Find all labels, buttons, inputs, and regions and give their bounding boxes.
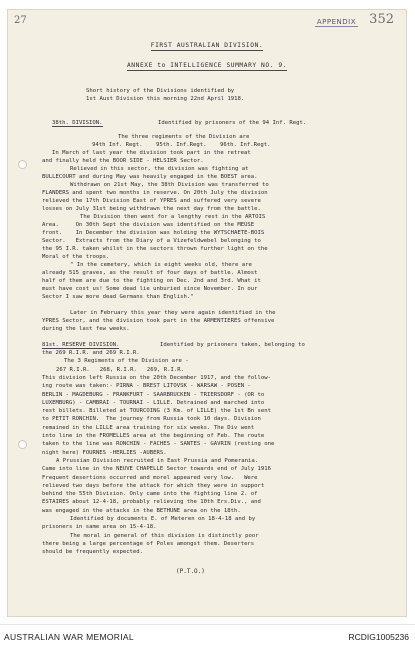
- body-line: the 95 I.R. taken whilst in the sectors thrown further light on the: [42, 246, 268, 252]
- body-line: should be frequently expected.: [42, 549, 144, 556]
- body-line: prisoners in same area on 15-4-18.: [42, 524, 157, 531]
- section-title-81st: 81st. RESERVE DIVISION.: [42, 342, 120, 348]
- body-line: " In the cemetery, which is eight weeks old, there are: [70, 262, 252, 268]
- body-line: was engaged in the attacks in the BETHUNE area on the 18th.: [42, 507, 241, 514]
- body-line: Came into line in the NEUVE CHAPELLE Sector towards end of July 1916: [42, 466, 272, 473]
- body-line: remained in the LILLE area training for six weeks. The Div went: [42, 424, 255, 431]
- body-line: night here) FOURNES -HERLIES -AUBERS.: [42, 449, 167, 456]
- document-page: [8, 10, 406, 616]
- body-line: relieved two days before the attack for which they were in support: [42, 482, 265, 489]
- body-line: half of them are due to the fighting on Dec. 2nd and 3rd. What it: [42, 278, 261, 284]
- body-line: behind the 55th Division. Only came into the fighting line 2. of: [42, 491, 258, 498]
- body-line: losses on July 31st being withdrawn the next day from the battle.: [42, 206, 261, 212]
- body-line: already 515 graves, as the result of four days of battle. Almost: [42, 270, 258, 276]
- body-line: YPRES Sector, and the division took part in the ARMENTIERES offensive: [42, 318, 275, 324]
- body-line: into line in the FROMELLES area at the beginning of Feb. The route: [42, 433, 265, 439]
- body-line: taken to the line was RONCHIN - FACHES - SANTES - GAVRIN (resting one: [42, 441, 275, 448]
- body-line: FLANDERS and spent two months in reserve. On 20th July the division: [42, 190, 268, 196]
- body-line: Later in February this year they were again identified in the: [70, 310, 276, 316]
- document-heading: FIRST AUSTRALIAN DIVISION.: [150, 42, 264, 49]
- please-turn-over: (P.T.O.): [176, 568, 205, 575]
- punch-hole: [18, 440, 27, 449]
- body-line: BULLECOURT and during May was heavily engaged in the BOEST area.: [42, 174, 258, 180]
- body-line: and finally held the BOOR SIDE - HELSIER Sector.: [42, 158, 204, 164]
- body-line: to PETIT RONCHIN. The journey from Russia took 10 days. Division: [42, 416, 261, 423]
- body-line: front. In December the division was holding the WYTSCHAETE-BOIS: [42, 230, 265, 236]
- body-line: Sector I saw more dead Germans than English.": [42, 294, 194, 300]
- body-line: the 269 R.I.R. and 269 R.I.R.: [42, 350, 140, 356]
- section-identification-38th: Identified by prisoners of the 94 Inf. Regt.: [158, 120, 307, 126]
- section-title-38th: 38th. DIVISION.: [52, 120, 103, 126]
- pencil-folio-right: 352: [369, 12, 394, 27]
- document-subheading: ANNEXE to INTELLIGENCE SUMMARY NO. 9.: [126, 62, 288, 69]
- body-line: 267 R.I.R. 268, R.I.R. 269, R.I.R.: [56, 366, 184, 373]
- pencil-folio-left: 27: [14, 15, 27, 26]
- appendix-stamp: APPENDIX: [316, 18, 356, 26]
- punch-hole: [18, 160, 27, 169]
- body-line: The moral in general of this division is distinctly poor: [70, 532, 259, 539]
- body-line: BERLIN - MAGDEBURG - FRANKFURT - SAARBRUCKEN - TRIERSDORF - (OR to: [42, 391, 265, 398]
- archive-name: AUSTRALIAN WAR MEMORIAL: [4, 632, 134, 642]
- body-line: ESTAIRES about 12-4-18, probably relieving the 10th Ers.Div., and: [42, 499, 261, 506]
- archive-footer: [0, 624, 415, 647]
- section-identification-81st: Identified by prisoners taken, belonging to: [160, 342, 305, 348]
- body-line: A Prussian Division recruited in East Prussia and Pomerania.: [56, 457, 259, 464]
- body-line: must have cost us! Some dead lie unburied since November. In our: [42, 286, 258, 292]
- body-line: rest billets. Billeted at TOURCOING (3 Km. of LILLE) the 1st Bn sent: [42, 408, 272, 415]
- body-line: In March of last year the division took part in the retreat: [52, 150, 251, 156]
- body-line: This division left Russia on the 20th December 1917, and the follow-: [42, 374, 272, 381]
- intro-line: Short history of the Divisions identified by: [86, 88, 235, 94]
- archive-id: RCDIG1005236: [348, 632, 409, 642]
- body-line: 94th Inf. Regt. 95th. Inf.Regt. 96th. Inf.Regt.: [92, 142, 271, 148]
- body-line: Withdrawn on 21st May, the 38th Division was transferred to: [70, 182, 269, 188]
- body-line: Area. On 30th Sept the division was identified on the MEUSE: [42, 222, 255, 228]
- body-line: The Division then went for a lengthy rest in the ARTOIS: [80, 214, 266, 220]
- intro-line: 1st Aust Division this morning 22nd April 1918.: [86, 96, 245, 102]
- body-line: Relieved in this sector, the division was fighting at: [70, 166, 249, 172]
- body-line: Moral of the troops.: [42, 254, 110, 260]
- body-line: relieved the 17th Division East of YPRES and suffered very severe: [42, 198, 261, 204]
- body-line: Frequent desertions occurred and morel appeared very low. Were: [42, 474, 258, 481]
- body-line: Identified by documents E. of Meteren on 18-4-18 and by: [70, 516, 256, 522]
- body-line: LUXEMBURG) - CAMBRAI - TOURNAI - LILLE. Detrained and marched into: [42, 399, 265, 406]
- body-line: during the last few weeks.: [42, 326, 130, 332]
- body-line: Sector. Extracts from the Diary of a Vizefeldwebel belonging to: [42, 238, 261, 244]
- body-line: there being a large percentage of Poles amongst them. Deserters: [42, 540, 255, 547]
- body-line: The three regiments of the Division are: [118, 134, 250, 140]
- body-line: The 3 Regiments of the Division are -: [64, 358, 189, 365]
- body-line: ing route was taken:- PIRNA - BREST LITOVSK - WARSAW - POSEN -: [42, 383, 251, 390]
